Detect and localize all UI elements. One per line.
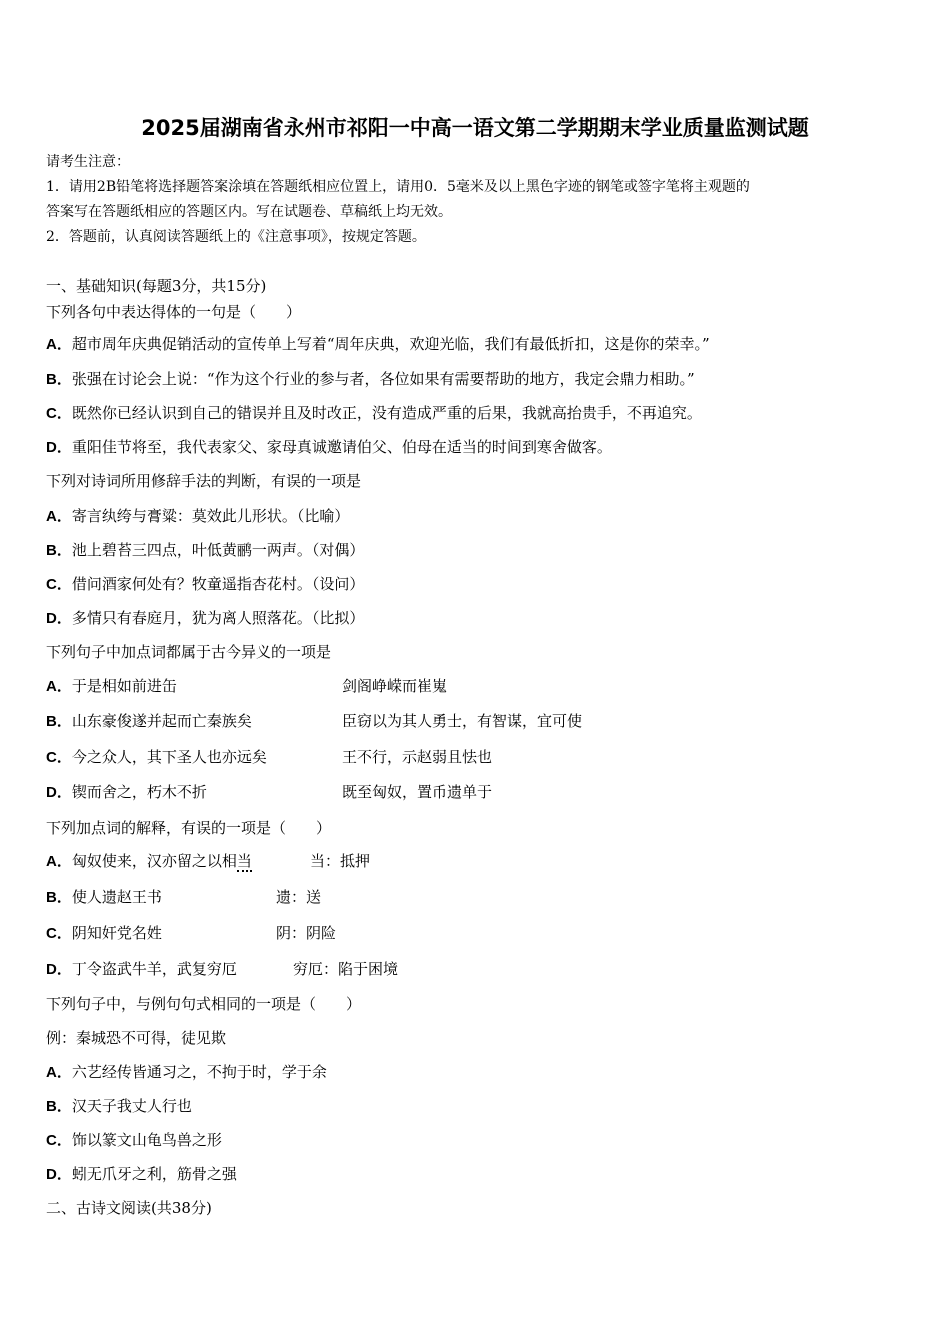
question-4-stem: 下列加点词的解释，有误的一项是（ ） xyxy=(46,819,332,837)
page-title: 2025届湖南省永州市祁阳一中高一语文第二学期期末学业质量监测试题 xyxy=(141,116,809,140)
question-1-option-a: A．超市周年庆典促销活动的宣传单上写着“周年庆典，欢迎光临，我们有最低折扣，这是你的荣幸。” xyxy=(46,335,710,353)
question-1-option-c: C．既然你已经认识到自己的错误并且及时改正，没有造成严重的后果，我就高抬贵手，不再追究。 xyxy=(46,404,702,422)
question-1-option-d: D．重阳佳节将至，我代表家父、家母真诚邀请伯父、伯母在适当的时间到寒舍做客。 xyxy=(46,438,612,456)
question-3-stem: 下列句子中加点词都属于古今异义的一项是 xyxy=(46,643,332,661)
question-5-option-b: B．汉天子我丈人行也 xyxy=(46,1097,192,1115)
question-4-option-b: B．使人遗赵王书 xyxy=(46,888,162,906)
question-2-option-c: C．借问酒家何处有？牧童遥指杏花村。（设问） xyxy=(46,575,365,593)
notice-item-1b: 答案写在答题纸相应的答题区内。写在试题卷、草稿纸上均无效。 xyxy=(46,204,452,220)
question-3-option-c: C．今之众人，其下圣人也亦远矣 xyxy=(46,748,267,766)
question-1-stem: 下列各句中表达得体的一句是（ ） xyxy=(46,303,302,321)
question-5-option-d: D．蚓无爪牙之利，筋骨之强 xyxy=(46,1165,237,1183)
question-4-option-b-right: 遗：送 xyxy=(276,888,322,906)
question-4-option-d-right: 穷厄：陷于困境 xyxy=(293,960,399,978)
question-3-option-d: D．锲而舍之，朽木不折 xyxy=(46,783,207,801)
question-5-stem: 下列句子中，与例句句式相同的一项是（ ） xyxy=(46,995,362,1013)
emphasized-char: 当 xyxy=(236,852,252,870)
question-3-option-b-right: 臣窃以为其人勇士，有智谋，宜可使 xyxy=(342,712,583,730)
question-5-example: 例：秦城恐不可得，徒见欺 xyxy=(46,1029,227,1047)
question-3-option-b: B．山东豪俊遂并起而亡秦族矣 xyxy=(46,712,252,730)
question-2-stem: 下列对诗词所用修辞手法的判断，有误的一项是 xyxy=(46,472,362,490)
question-5-option-c: C．饰以篆文山龟鸟兽之形 xyxy=(46,1131,222,1149)
question-2-option-d: D．多情只有春庭月，犹为离人照落花。（比拟） xyxy=(46,609,365,627)
question-3-option-a-right: 剑阁峥嵘而崔嵬 xyxy=(342,677,448,695)
notice-header: 请考生注意： xyxy=(46,154,130,170)
question-4-option-a: A．匈奴使来，汉亦留之以相当 xyxy=(46,852,252,870)
question-3-option-c-right: 王不行，示赵弱且怯也 xyxy=(342,748,493,766)
question-4-option-d: D．丁令盗武牛羊，武复穷厄 xyxy=(46,960,237,978)
question-4-option-a-right: 当：抵押 xyxy=(310,852,371,870)
question-4-option-c: C．阴知奸党名姓 xyxy=(46,924,162,942)
question-5-option-a: A．六艺经传皆通习之，不拘于时，学于余 xyxy=(46,1063,327,1081)
section-1-heading: 一、基础知识(每题3分，共15分) xyxy=(46,277,267,295)
question-2-option-b: B．池上碧苔三四点，叶低黄鹂一两声。（对偶） xyxy=(46,541,365,559)
question-3-option-d-right: 既至匈奴，置币遗单于 xyxy=(342,783,493,801)
notice-item-1a: 1．请用2B铅笔将选择题答案涂填在答题纸相应位置上，请用0．5毫米及以上黑色字迹的钢笔或签字笔将主观题的 xyxy=(46,179,750,195)
section-2-heading: 二、古诗文阅读(共38分) xyxy=(46,1199,212,1217)
notice-item-2: 2．答题前，认真阅读答题纸上的《注意事项》，按规定答题。 xyxy=(46,229,426,245)
question-3-option-a: A．于是相如前进缶 xyxy=(46,677,177,695)
question-1-option-b: B．张强在讨论会上说：“作为这个行业的参与者，各位如果有需要帮助的地方，我定会鼎力相助。” xyxy=(46,370,695,388)
question-4-option-c-right: 阴：阴险 xyxy=(276,924,337,942)
question-2-option-a: A．寄言纨绔与膏粱：莫效此儿形状。（比喻） xyxy=(46,507,350,525)
